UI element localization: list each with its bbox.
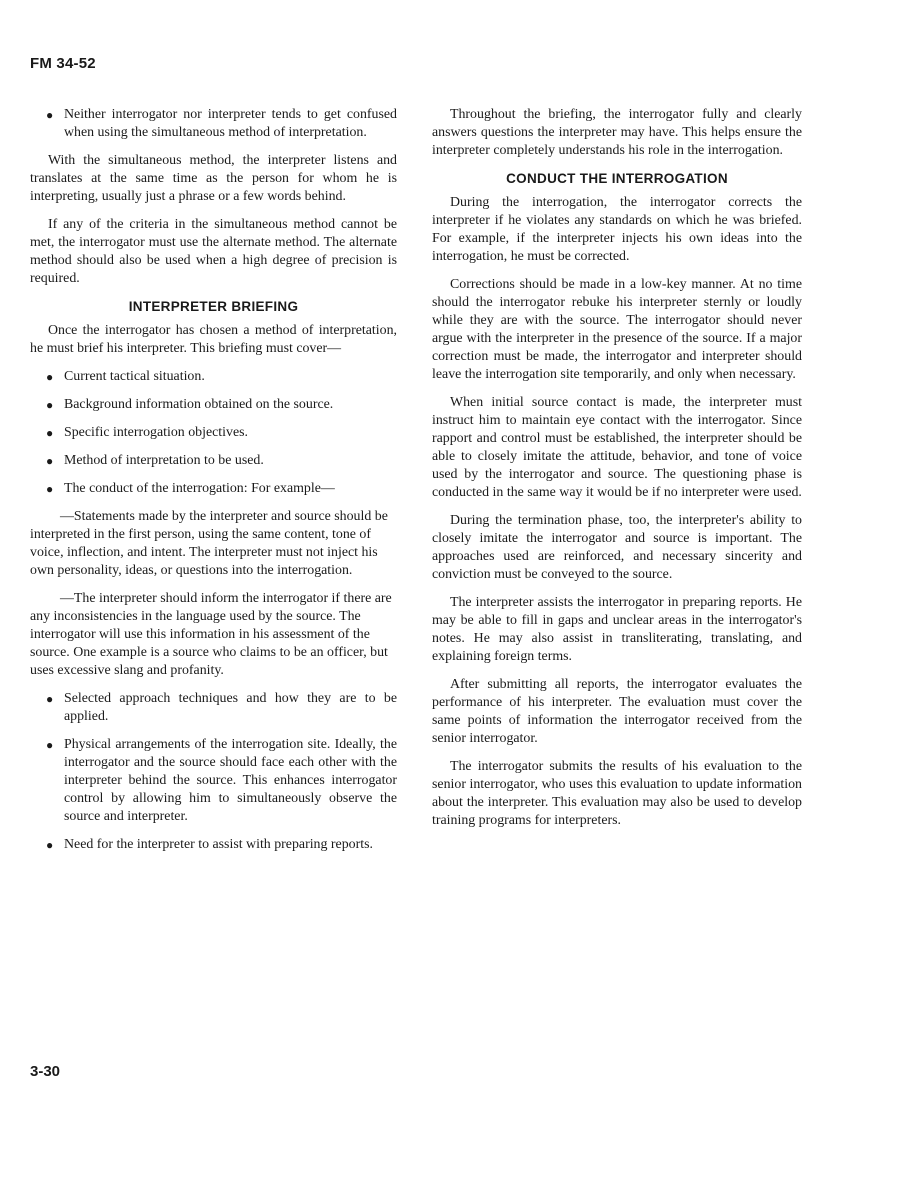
list-item — [30, 106, 397, 142]
section-heading: CONDUCT THE INTERROGATION — [506, 171, 728, 186]
paragraph: Throughout the briefing, the interrogator fully and clearly answers questions the interpreter may have. This helps ensure the interpreter completely understands his role in the interrogation. — [432, 107, 802, 158]
paragraph: Corrections should be made in a low-key manner. At no time should the interrogator rebuke his interpreter sternly or loudly while they are with the source. The interrogator should never argue with the interpreter in the presence of the source. If a major correction must be made, the interrogator and interpreter should leave the interrogation site temporarily, and only when necessary. — [432, 277, 802, 382]
bullet-icon: ● — [46, 108, 54, 122]
list-item-text: Specific interrogation objectives. — [64, 425, 248, 440]
paragraph: The interpreter assists the interrogator in preparing reports. He may be able to fill in gaps and unclear areas in the interrogator's notes. He may also assist in transliterating, translating, and explaining foreign terms. — [432, 595, 802, 664]
paragraph: After submitting all reports, the interrogator evaluates the performance of his interpreter. The evaluation must cover the same points of information the interrogator received from the senior interrogator. — [432, 677, 802, 746]
left-column — [30, 106, 397, 864]
list-item — [30, 424, 397, 442]
bullet-icon: ● — [46, 482, 54, 496]
paragraph: The interrogator submits the results of his evaluation to the senior interrogator, who uses this evaluation to update information about the interpreter. This evaluation may also be used to develop training programs for interpreters. — [432, 759, 802, 828]
list-item — [30, 736, 397, 826]
bullet-icon: ● — [46, 838, 54, 852]
document-header: FM 34-52 — [30, 55, 96, 72]
section-heading: INTERPRETER BRIEFING — [128, 299, 299, 314]
list-item — [30, 690, 397, 726]
list-item-text: Physical arrangements of the interrogation site. Ideally, the interrogator and the source should face each other with the interpreter behind the source. This enhances interrogator control by allowing him to simultaneously observe the source and interpreter. — [64, 737, 397, 824]
list-item — [30, 480, 397, 498]
bullet-icon: ● — [46, 398, 54, 412]
list-item-text: Neither interrogator nor interpreter tends to get confused when using the simultaneous method of interpretation. — [64, 107, 397, 140]
bullet-icon: ● — [46, 692, 54, 706]
paragraph: When initial source contact is made, the interpreter must instruct him to maintain eye contact with the interrogator. Since rapport and control must be established, the interpreter should be able to closely imitate the attitude, behavior, and tone of voice used by the interrogator and source. The questioning phase is conducted in the same way it would be if no interpreter were used. — [432, 395, 802, 500]
bullet-icon: ● — [46, 454, 54, 468]
paragraph: If any of the criteria in the simultaneous method cannot be met, the interrogator must use the alternate method. The alternate method should also be used when a high degree of precision is required. — [30, 217, 397, 286]
paragraph: During the termination phase, too, the interpreter's ability to closely imitate the interrogator and source is important. The approaches used are reinforced, and necessary sincerity and conviction must be conveyed to the source. — [432, 513, 802, 582]
list-item — [30, 368, 397, 386]
list-item — [30, 452, 397, 470]
dash-paragraph: —Statements made by the interpreter and source should be interpreted in the first person, using the same content, tone of voice, inflection, and intent. The interpreter must not inject his own personality, ideas, or questions into the interrogation. — [30, 509, 388, 578]
list-item-text: Background information obtained on the source. — [64, 397, 334, 412]
paragraph: Once the interrogator has chosen a method of interpretation, he must brief his interpreter. This briefing must cover— — [30, 323, 397, 356]
list-item — [30, 396, 397, 414]
list-item-text: Need for the interpreter to assist with preparing reports. — [64, 837, 373, 852]
list-item — [30, 836, 397, 854]
bullet-icon: ● — [46, 738, 54, 752]
list-item-text: The conduct of the interrogation: For example— — [64, 481, 335, 496]
list-item-text: Method of interpretation to be used. — [64, 453, 264, 468]
paragraph: During the interrogation, the interrogator corrects the interpreter if he violates any standards on which he was briefed. For example, if the interpreter injects his own ideas into the interrogation, he must be corrected. — [432, 195, 802, 264]
list-item-text: Selected approach techniques and how they are to be applied. — [64, 691, 397, 724]
dash-paragraph: —The interpreter should inform the interrogator if there are any inconsistencies in the language used by the source. The interrogator will use this information in his assessment of the source. One example is a source who claims to be an officer, but uses excessive slang and profanity. — [30, 591, 392, 678]
list-item-text: Current tactical situation. — [64, 369, 205, 384]
page-number: 3-30 — [30, 1063, 61, 1080]
right-column — [432, 106, 802, 840]
paragraph: With the simultaneous method, the interpreter listens and translates at the same time as the person for whom he is interpreting, usually just a phrase or a few words behind. — [30, 153, 397, 204]
bullet-icon: ● — [46, 426, 54, 440]
bullet-icon: ● — [46, 370, 54, 384]
